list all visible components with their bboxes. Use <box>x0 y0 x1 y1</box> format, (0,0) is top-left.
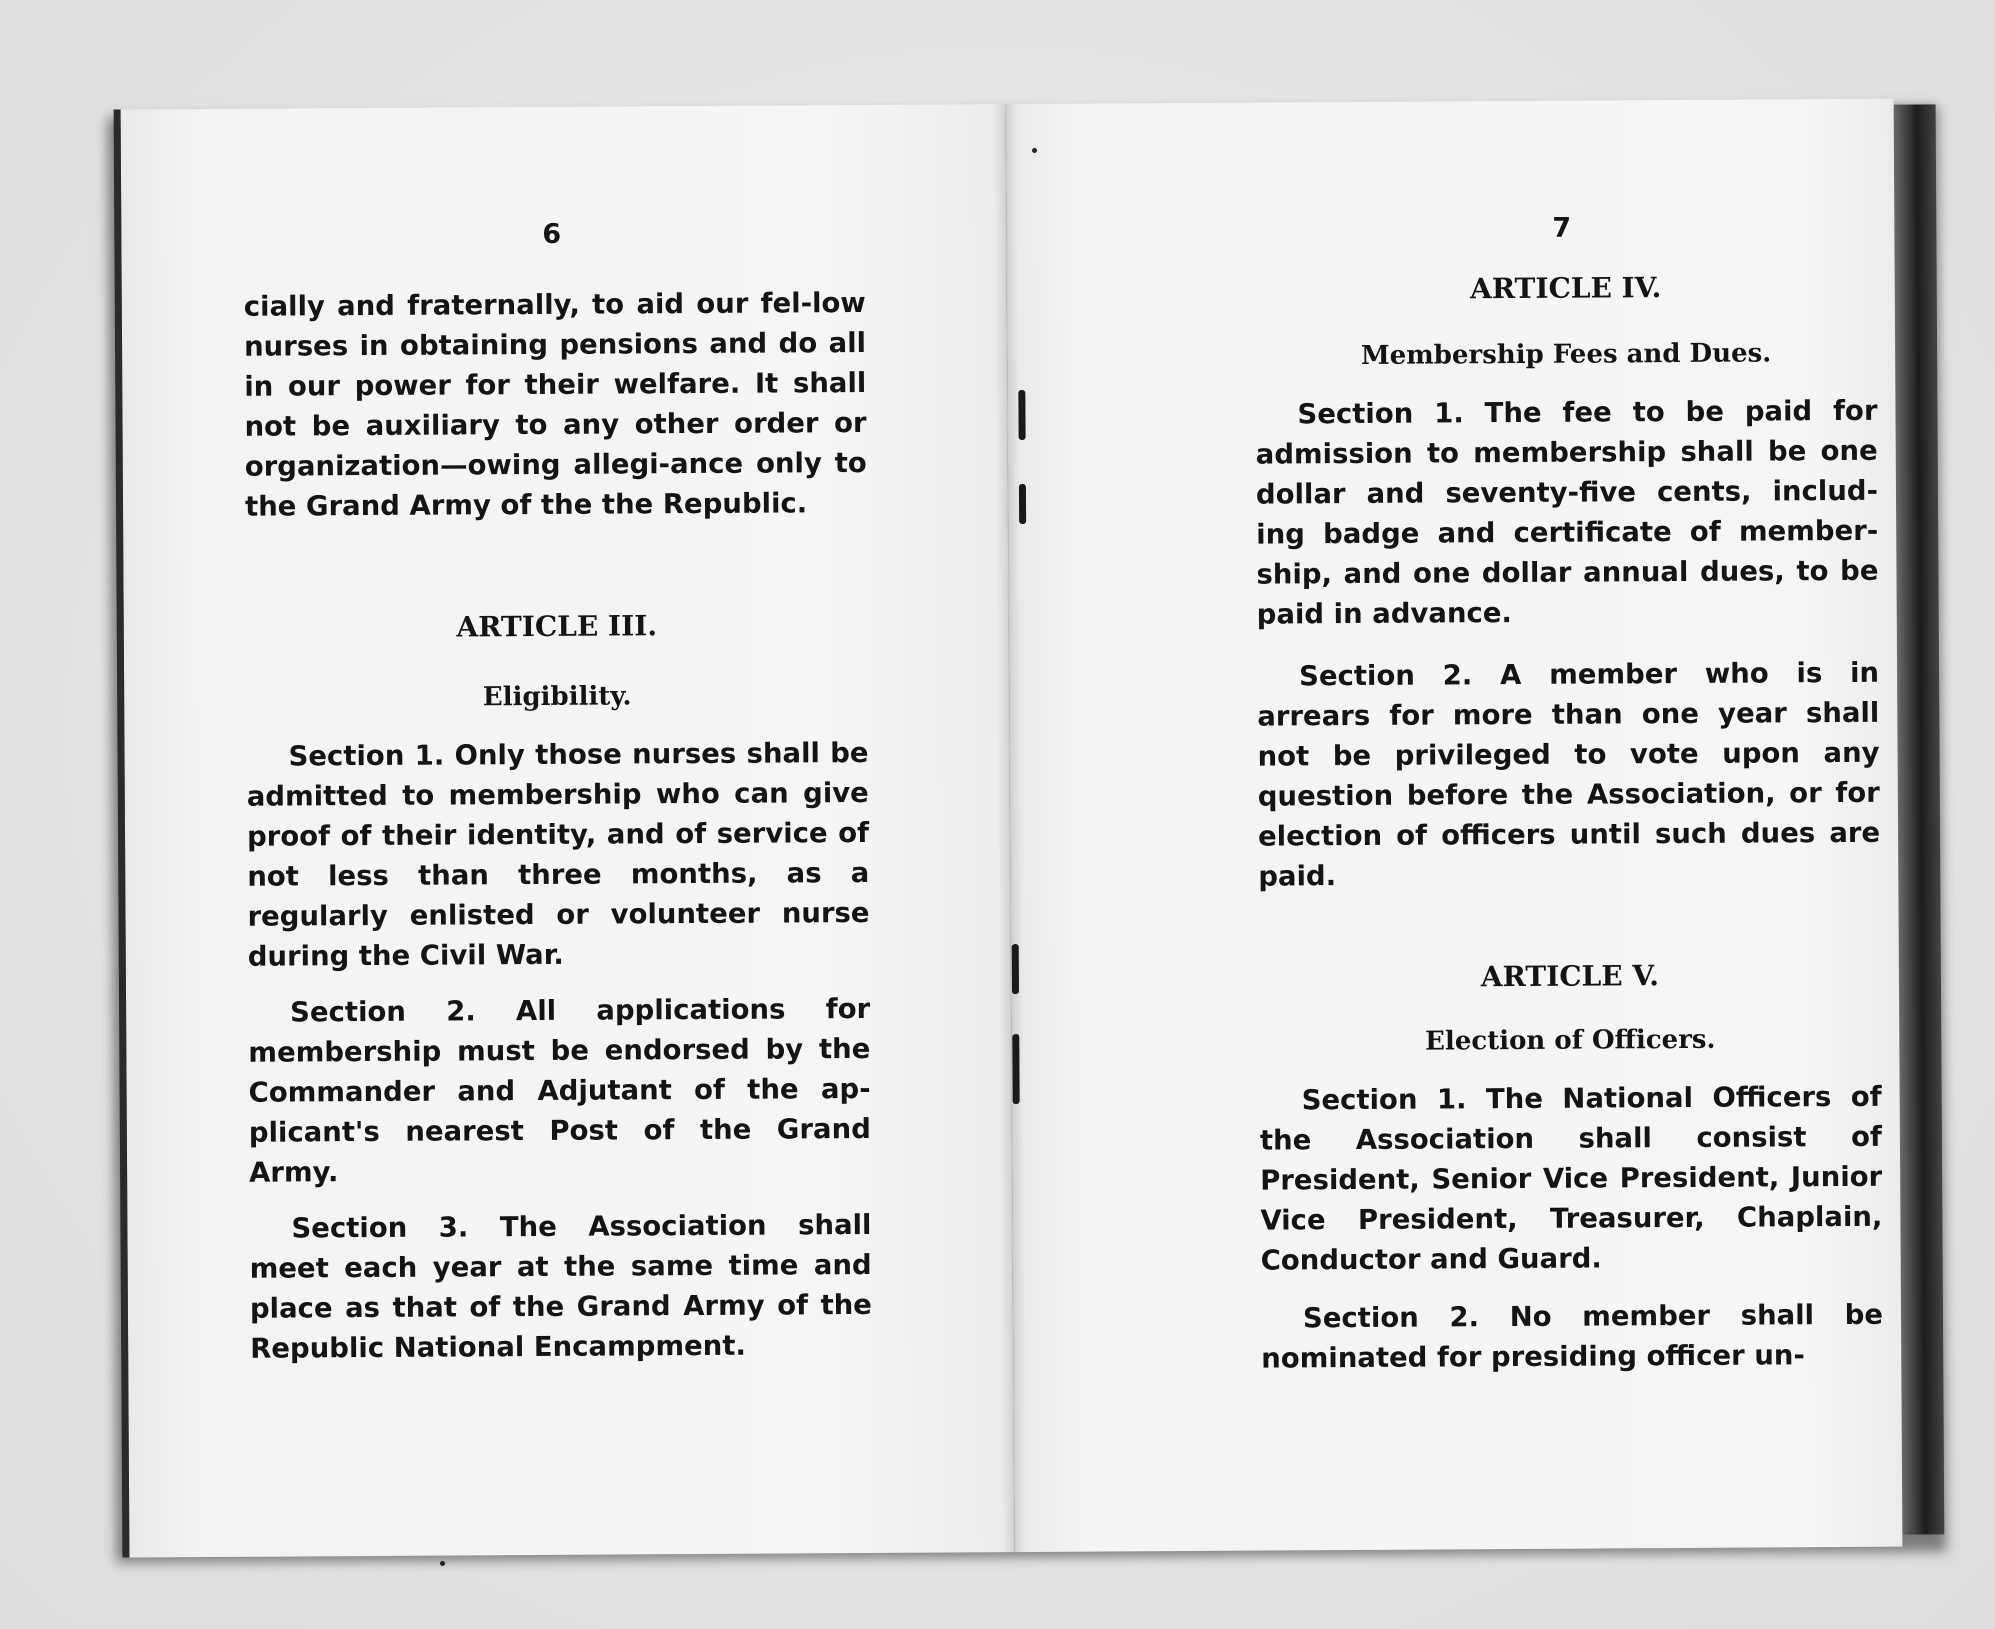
article-5-section-2: Section 2. No member shall be nominated for presiding officer un- <box>1261 1298 1884 1375</box>
right-page-text <box>1255 267 1884 1379</box>
staple-mark-bottom <box>1012 1034 1019 1104</box>
left-page <box>114 104 1015 1557</box>
staple-mark-lower <box>1012 944 1019 994</box>
continuation-paragraph: cially and fraternally, to aid our fel-low nurses in obtaining pensions and do all in our power for their welfare. It shall not be auxiliary to any other order or organization—owing allegi-ance only to the Grand Army of the the Republic. <box>243 286 867 523</box>
article-5-title: Election of Officers. <box>1424 1024 1716 1057</box>
article-3-section-2: Section 2. All applications for membership must be endorsed by the Commander and Adjutant of the ap-plicant's nearest Post of the Grand Army. <box>248 992 871 1189</box>
left-page-text <box>244 283 873 1369</box>
staple-mark-upper <box>1019 484 1026 524</box>
article-4-heading: ARTICLE IV. <box>1470 271 1662 306</box>
article-3-heading: ARTICLE III. <box>456 609 658 644</box>
article-4-section-1: Section 1. The fee to be paid for admission to membership shall be one dollar and seventy-five cents, includ-ing badge and certificate of member-ship, and one dollar annual dues, to be paid in advance. <box>1255 394 1879 631</box>
right-page <box>1006 99 1903 1552</box>
article-3-section-1: Section 1. Only those nurses shall be admitted to membership who can give proof of their identity, and of service of not less than three months, as a regularly enlisted or volunteer nurse during the Civil War. <box>246 736 870 973</box>
staple-mark-top <box>1018 390 1025 440</box>
scan-speck <box>440 1561 445 1566</box>
right-page-number: 7 <box>1552 212 1572 244</box>
article-5-section-1: Section 1. The National Officers of the Association shall consist of President, Senior Vice President, Junior Vice President, Treasurer, Chaplain, Conductor and Guard. <box>1259 1080 1883 1277</box>
article-3-title: Eligibility. <box>482 681 632 713</box>
booklet-edge <box>1894 104 1945 1534</box>
article-4-section-2: Section 2. A member who is in arrears for more than one year shall not be privileged to vote upon any question before the Association, or for election of officers until such dues are paid. <box>1257 656 1881 893</box>
left-page-number: 6 <box>542 218 562 250</box>
open-booklet <box>114 98 1938 1557</box>
article-5-heading: ARTICLE V. <box>1480 959 1660 994</box>
article-4-title: Membership Fees and Dues. <box>1360 338 1772 371</box>
article-3-section-3: Section 3. The Association shall meet each year at the same time and place as that of the Grand Army of the Republic National Encampment. <box>249 1208 873 1365</box>
scan-speck <box>1032 148 1037 153</box>
